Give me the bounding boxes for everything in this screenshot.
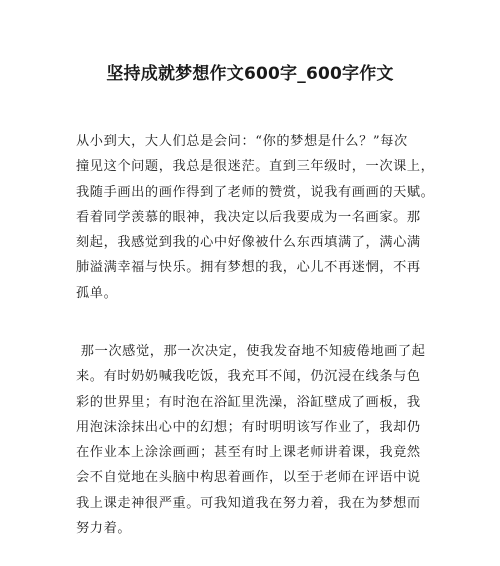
paragraph-line: 孤单。 bbox=[76, 285, 118, 301]
paragraph-line: 彩的世界里；有时泡在浴缸里洗澡，浴缸壁成了画板，我 bbox=[76, 394, 421, 410]
paragraph-line: 用泡沫涂抹出心中的幻想；有时明明该写作业了，我却仍 bbox=[76, 419, 421, 435]
paragraph-line: 撞见这个问题，我总是很迷茫。直到三年级时，一次课上， bbox=[76, 159, 435, 175]
paragraph-line: 刻起，我感觉到我的心中好像被什么东西填满了，满心满 bbox=[76, 235, 421, 251]
paragraph-line: 我随手画出的画作得到了老师的赞赏，说我有画画的天赋。 bbox=[76, 184, 435, 200]
paragraph-line: 那一次感觉，那一次决定，使我发奋地不知疲倦地画了起 bbox=[76, 344, 426, 359]
paragraph-line: 努力着。 bbox=[76, 521, 132, 537]
paragraph-line: 肺溢满幸福与快乐。拥有梦想的我，心儿不再迷惘，不再 bbox=[76, 260, 421, 276]
document-title: 坚持成就梦想作文600字_600字作文 bbox=[106, 64, 394, 84]
paragraph-1 bbox=[76, 129, 436, 306]
paragraph-line: 来。有时奶奶喊我吃饭，我充耳不闻，仍沉浸在线条与色 bbox=[76, 369, 421, 385]
paragraph-line: 会不自觉地在头脑中构思着画作，以至于老师在评语中说 bbox=[76, 470, 421, 486]
paragraph-line: 我上课走神很严重。可我知道我在努力着，我在为梦想而 bbox=[76, 495, 421, 511]
paragraph-2 bbox=[76, 339, 436, 541]
paragraph-line: 在作业本上涂涂画画；甚至有时上课老师讲着课，我竟然 bbox=[76, 445, 421, 461]
paragraph-line: 看着同学羡慕的眼神，我决定以后我要成为一名画家。那 bbox=[76, 209, 421, 225]
paragraph-line: 从小到大，大人们总是会问：“你的梦想是什么？”每次 bbox=[76, 134, 408, 149]
